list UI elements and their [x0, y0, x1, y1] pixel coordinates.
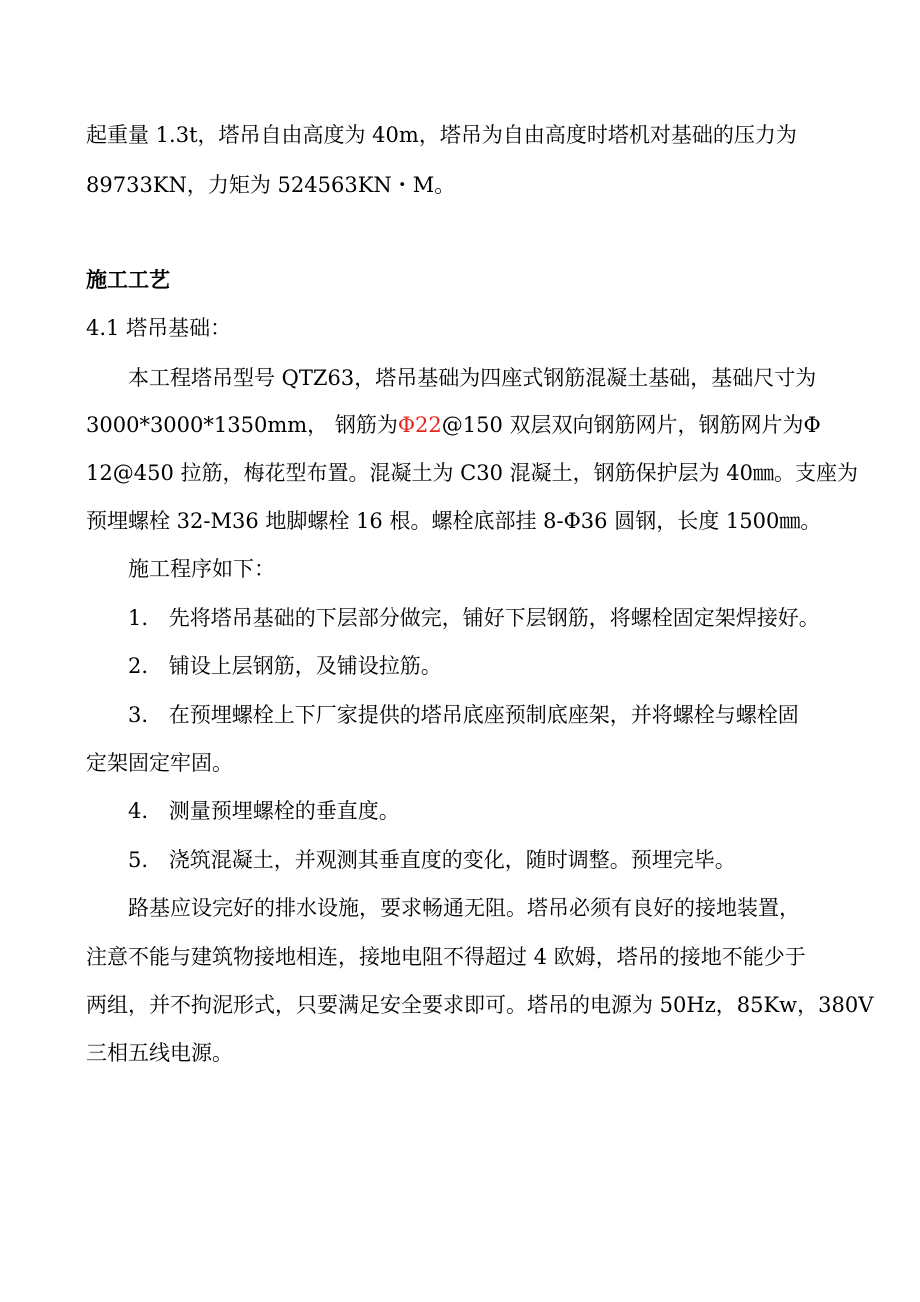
list-item-text: 铺设上层钢筋，及铺设拉筋。 — [168, 654, 442, 678]
para2-line-3: 两组，并不拘泥形式，只要满足安全要求即可。塔吊的电源为 50Hz，85Kw，380V — [86, 993, 874, 1017]
list-item — [128, 845, 736, 875]
list-item-number: 1. — [128, 606, 149, 630]
para1-line-1: 本工程塔吊型号 QTZ63，塔吊基础为四座式钢筋混凝土基础，基础尺寸为 — [128, 366, 817, 390]
list-item — [128, 651, 442, 681]
rebar-spec-highlight: Φ22 — [397, 413, 442, 437]
para1-line-2-pre: 3000*3000*1350mm， 钢筋为 — [86, 413, 398, 437]
list-item-text: 浇筑混凝土，并观测其垂直度的变化，随时调整。预埋完毕。 — [168, 848, 736, 872]
list-item — [128, 796, 400, 826]
list-item-text: 先将塔吊基础的下层部分做完，铺好下层钢筋，将螺栓固定架焊接好。 — [168, 606, 820, 630]
list-item-number: 2. — [128, 654, 149, 678]
para1-line-3: 12@450 拉筋，梅花型布置。混凝土为 C30 混凝土，钢筋保护层为 40㎜。支座为 — [86, 461, 859, 485]
list-item — [128, 603, 820, 633]
subsection-heading: 4.1 塔吊基础： — [86, 316, 232, 340]
list-item-text: 在预埋螺栓上下厂家提供的塔吊底座预制底座架，并将螺栓与螺栓固 — [168, 703, 799, 727]
intro-line-2: 89733KN，力矩为 524563KN・M。 — [86, 173, 456, 197]
section-heading: 施工工艺 — [86, 268, 170, 292]
list-item-number: 4. — [128, 799, 149, 823]
list-item — [128, 700, 799, 730]
para1-line-4: 预埋螺栓 32-M36 地脚螺栓 16 根。螺栓底部挂 8-Φ36 圆钢，长度 1500㎜。 — [86, 509, 822, 533]
procedure-intro: 施工程序如下： — [128, 557, 275, 581]
list-item-number: 3. — [128, 703, 149, 727]
list-item-number: 5. — [128, 848, 149, 872]
para1-line-2-post: @150 双层双向钢筋网片，钢筋网片为Φ — [441, 413, 821, 437]
list-item-continuation: 定架固定牢固。 — [86, 751, 233, 775]
intro-line-1: 起重量 1.3t，塔吊自由高度为 40m，塔吊为自由高度时塔机对基础的压力为 — [86, 123, 797, 147]
para2-line-4: 三相五线电源。 — [86, 1041, 233, 1065]
list-item-text: 测量预埋螺栓的垂直度。 — [168, 799, 400, 823]
para2-line-1: 路基应设完好的排水设施，要求畅通无阻。塔吊必须有良好的接地装置， — [128, 896, 800, 920]
para2-line-2: 注意不能与建筑物接地相连，接地电阻不得超过 4 欧姆，塔吊的接地不能少于 — [86, 945, 806, 969]
para1-line-2 — [86, 410, 821, 440]
